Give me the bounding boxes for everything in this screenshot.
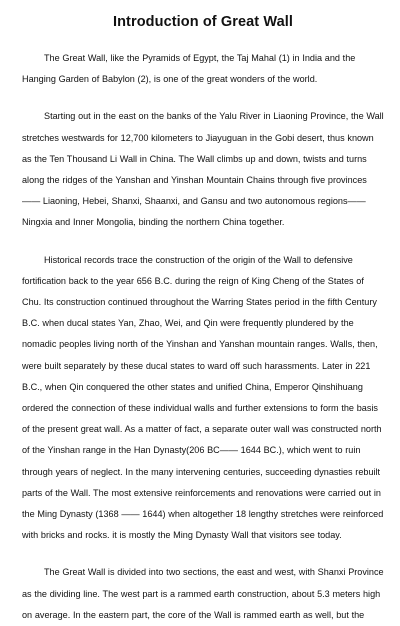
document-title: Introduction of Great Wall [112,14,294,30]
document-page [22,0,384,626]
paragraph-history: Historical records trace the construction of the origin of the Wall to defensive fortification back to the year 656 B.C. during the reign of King Cheng of the States of Chu. Its construction continued throughout the Warring States period in the fifth Century B.C. when ducal states Yan, Zhao, Wei, and Qin were frequently plundered by the nomadic peoples living north of the Yinshan and Yanshan mountain ranges. Walls, then, were built separately by these ducal states to ward off such harassments. Later in 221 B.C., when Qin conquered the other states and unified China, Emperor Qinshihuang ordered the connection of these individual walls and further extensions to form the basis of the present great wall. As a matter of fact, a separate outer wall was constructed north of the Yinshan range in the Han Dynasty(206 BC—— 1644 BC.), which went to ruin through years of neglect. In the many intervening centuries, succeeding dynasties rebuilt parts of the Wall. The most extensive reinforcements and renovations were carried out in the Ming Dynasty (1368 —— 1644) when altogether 18 lengthy stretches were reinforced with bricks and rocks. it is mostly the Ming Dynasty Wall that visitors see today. [22,254,384,541]
paragraph-geography: Starting out in the east on the banks of the Yalu River in Liaoning Province, the Wall stretches westwards for 12,700 kilometers to Jiayuguan in the Gobi desert, thus known as the Ten Thousand Li Wall in China. The Wall climbs up and down, twists and turns along the ridges of the Yanshan and Yinshan Mountain Chains through five provinces—— Liaoning, Hebei, Shanxi, Shaanxi, and Gansu and two autonomous regions—— Ningxia and Inner Mongolia, binding the northern China together. [22,111,384,228]
paragraph-intro: The Great Wall, like the Pyramids of Egypt, the Taj Mahal (1) in India and the Hanging Garden of Babylon (2), is one of the great wonders of the world. [22,53,356,85]
paragraph-sections: The Great Wall is divided into two sections, the east and west, with Shanxi Province as the dividing line. The west part is a rammed earth construction, about 5.3 meters high on average. In the eastern part, the core of the Wall is rammed earth as well, but the [22,567,384,620]
